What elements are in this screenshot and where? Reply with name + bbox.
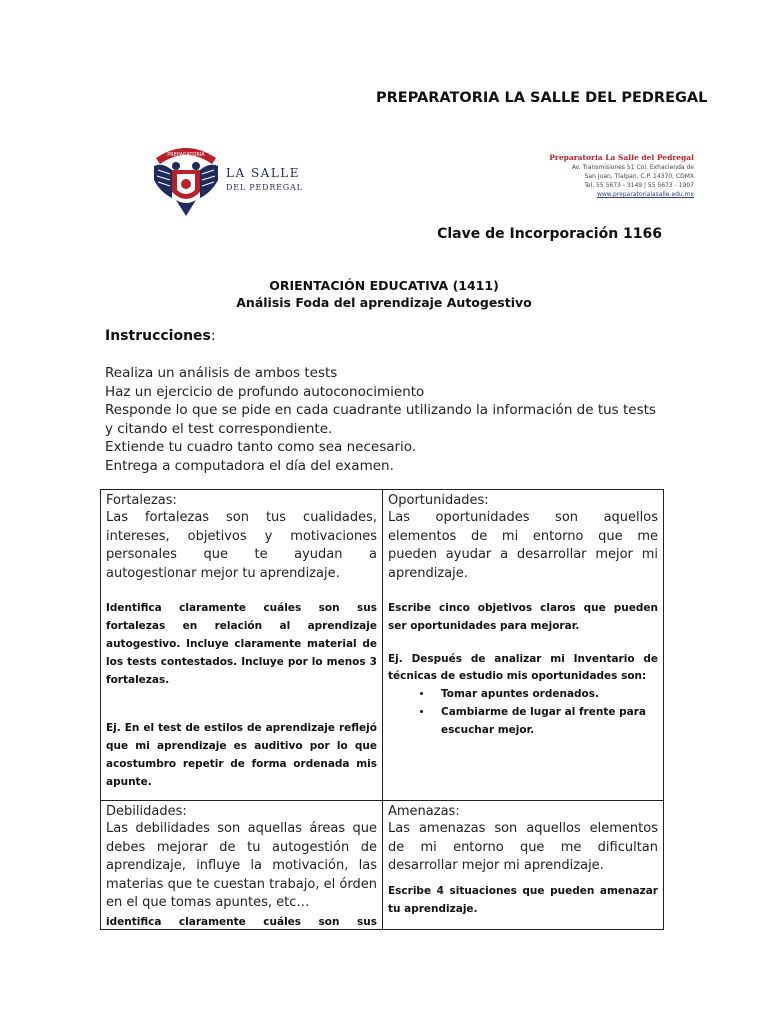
quadrant-amenazas [383,801,664,930]
fortalezas-description: Las fortalezas son tus cualidades, intereses, objetivos y motivaciones personales que te ayudan a autogestionar mejor tu aprendizaje. [106,510,377,581]
contact-address-1: Av. Transmisiones 51 Col. Exhacienda de [571,164,694,171]
quadrant-fortalezas [101,490,383,801]
instructions-list [105,364,675,475]
amenazas-description: Las amenazas son aquellos elementos de mi entorno que me dificultan desarrollar mejor mi aprendizaje. [388,821,658,873]
course-subtitle: Análisis Foda del aprendizaje Autogestivo [236,295,532,310]
school-logo [150,140,320,220]
contact-phone: Tel. 55 5673 - 3149 | 55 5673 - 1907 [584,182,694,189]
instructions-heading: Instrucciones: [105,328,216,344]
instruction-line: Entrega a computadora el día del examen. [105,457,394,474]
oportunidades-example: Ej. Después de analizar mi Inventario de técnicas de estudio mis oportunidades son: [388,653,658,682]
fortalezas-title: Fortalezas: [106,493,177,508]
quadrant-oportunidades [383,490,664,801]
school-title: PREPARATORIA LA SALLE DEL PEDREGAL [376,90,708,106]
amenazas-title: Amenazas: [388,804,460,819]
contact-name: Preparatoria La Salle del Pedregal [549,153,694,162]
debilidades-instruction: identifica claramente cuáles son sus [106,915,377,925]
logo-name: LA SALLE [226,166,301,180]
amenazas-instruction: Escribe 4 situaciones que pueden amenazar tu aprendizaje. [388,884,658,915]
instruction-line: Haz un ejercicio de profundo autoconocimiento [105,383,425,400]
oportunidades-bullets [388,685,658,739]
list-item: • Tomar apuntes ordenados. [433,685,658,703]
foda-table [100,489,664,930]
contact-block [494,152,694,199]
debilidades-description: Las debilidades son aquellas áreas que debes mejorar de tu autogestión de aprendizaje, influye la motivación, las materias que te cuestan trabajo, el órden en el que tomas apuntes, etc… [106,821,377,910]
instruction-line: Realiza un análisis de ambos tests [105,365,338,381]
instruction-line: Responde lo que se pide en cada cuadrante utilizando la información de tus tests [105,402,656,418]
svg-text:PREPARATORIA: PREPARATORIA [167,152,205,158]
incorporation-code: Clave de Incorporación 1166 [437,226,662,242]
oportunidades-title: Oportunidades: [388,493,489,508]
course-title: ORIENTACIÓN EDUCATIVA (1411) [269,278,499,293]
oportunidades-description: Las oportunidades son aquellos elementos de mi entorno que me pueden ayudar a desarrollar mejor mi aprendizaje. [388,510,658,581]
contact-website-link[interactable]: www.preparatorialasalle.edu.mx [596,191,694,198]
contact-address-2: San Juan, Tlalpan, C.P. 14370, CDMX [584,173,694,180]
instruction-line: y citando el test correspondiente. [105,420,333,437]
debilidades-title: Debilidades: [106,804,187,819]
eagle-crest-icon [150,140,222,220]
quadrant-debilidades [101,801,383,930]
oportunidades-instruction: Escribe cinco objetivos claros que pueden ser oportunidades para mejorar. [388,602,658,632]
fortalezas-example: Ej. En el test de estilos de aprendizaje reflejó que mi aprendizaje es auditivo por lo que acostumbro repetir de forma ordenada mis apunte. [106,722,377,788]
logo-subname: DEL PEDREGAL [226,183,303,192]
fortalezas-instruction: Identifica claramente cuáles son sus fortalezas en relación al aprendizaje autogestivo. Incluye claramente material de los tests contestados. Incluye por lo menos 3 fortalezas. [106,602,377,686]
instruction-line: Extiende tu cuadro tanto como sea necesario. [105,439,417,455]
list-item: • Cambiarme de lugar al frente para escuchar mejor. [433,703,658,739]
